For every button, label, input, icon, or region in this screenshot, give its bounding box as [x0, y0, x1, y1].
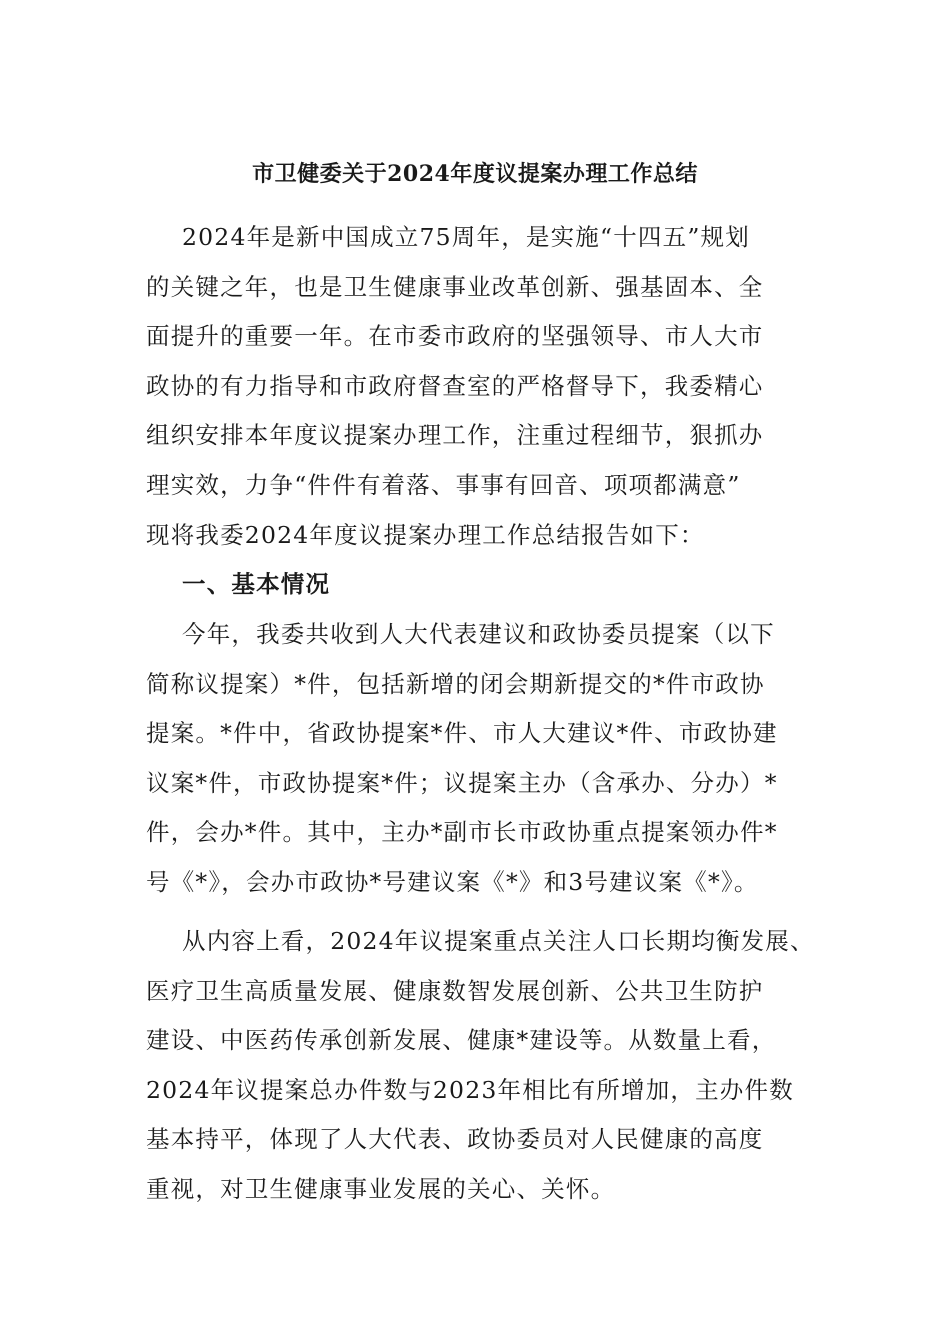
paragraph-line: 从内容上看，2024年议提案重点关注人口长期均衡发展、	[182, 927, 815, 955]
paragraph-line: 医疗卫生高质量发展、健康数智发展创新、公共卫生防护	[146, 976, 764, 1005]
paragraph-line: 面提升的重要一年。在市委市政府的坚强领导、市人大市	[146, 322, 764, 351]
paragraph-line: 议案*件，市政协提案*件；议提案主办（含承办、分办）*	[146, 768, 778, 797]
paragraph-line: 件，会办*件。其中，主办*副市长市政协重点提案领办件*	[146, 818, 778, 847]
paragraph-intro	[146, 213, 810, 560]
paragraph-content-analysis	[146, 917, 815, 1215]
paragraph-line: 的关键之年，也是卫生健康事业改革创新、强基固本、全	[146, 272, 764, 301]
paragraph-line: 简称议提案）*件，包括新增的闭会期新提交的*件市政协	[146, 669, 765, 698]
paragraph-line: 政协的有力指导和市政府督查室的严格督导下，我委精心	[146, 371, 764, 400]
paragraph-line: 今年，我委共收到人大代表建议和政协委员提案（以下	[182, 620, 775, 648]
paragraph-line: 建设、中医药传承创新发展、健康*建设等。从数量上看，	[146, 1026, 777, 1055]
paragraph-line: 理实效，力争“件件有着落、事事有回音、项项都满意”	[146, 470, 741, 499]
paragraph-line: 基本持平，体现了人大代表、政协委员对人民健康的高度	[146, 1125, 764, 1154]
paragraph-line: 2024年议提案总办件数与2023年相比有所增加，主办件数	[146, 1075, 794, 1104]
paragraph-line: 提案。*件中，省政协提案*件、市人大建议*件、市政协建	[146, 719, 778, 748]
section-heading: 一、基本情况	[182, 570, 331, 598]
paragraph-line: 重视，对卫生健康事业发展的关心、关怀。	[146, 1174, 616, 1203]
paragraph-line: 现将我委2024年度议提案办理工作总结报告如下：	[146, 520, 705, 549]
paragraph-line: 号《*》，会办市政协*号建议案《*》和3号建议案《*》。	[146, 867, 759, 896]
paragraph-basic-situation	[146, 610, 810, 908]
paragraph-line: 组织安排本年度议提案办理工作，注重过程细节，狠抓办	[146, 421, 764, 450]
paragraph-line: 2024年是新中国成立75周年，是实施“十四五”规划	[182, 223, 750, 251]
document-title: 市卫健委关于2024年度议提案办理工作总结	[252, 161, 698, 187]
